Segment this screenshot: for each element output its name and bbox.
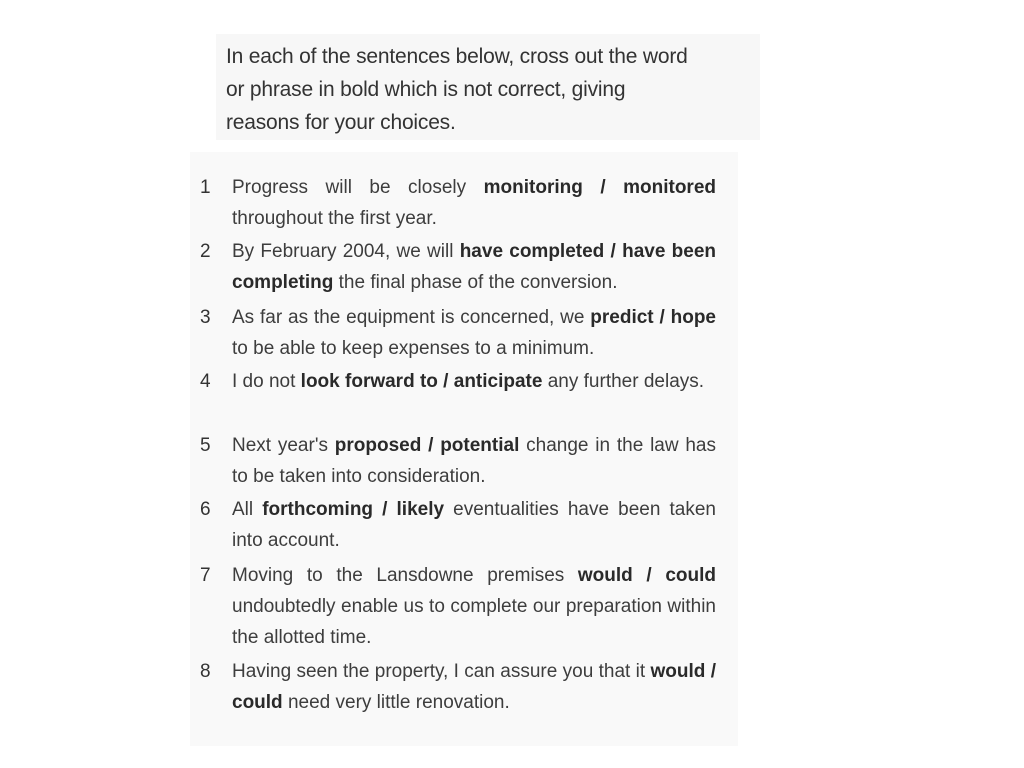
sentence-number: 7 [200, 565, 211, 586]
sentence-after: need very little renovation. [282, 692, 510, 713]
option-separator: / [653, 307, 671, 328]
option-b[interactable]: have been completing [232, 241, 717, 293]
sentence-number: 3 [200, 307, 211, 328]
instructions-line-3: reasons for your choices. [226, 111, 456, 134]
sentence-text [232, 430, 716, 492]
option-separator: / [705, 661, 716, 682]
instructions-line-2: or phrase in bold which is not correct, giving [226, 78, 626, 101]
sentence-before: Having seen the property, I can assure you that it [232, 661, 651, 682]
sentence-before: Progress will be closely [232, 177, 484, 198]
sentence-after: any further delays. [542, 371, 705, 392]
sentence-number: 1 [200, 177, 211, 198]
sentence-after: throughout the first year. [232, 208, 437, 229]
option-separator: / [604, 241, 623, 262]
option-a[interactable]: forthcoming [262, 499, 374, 520]
sentence-text [232, 236, 716, 298]
sentence-after: eventualities have been taken into account. [232, 499, 716, 551]
option-a[interactable]: proposed [334, 435, 422, 456]
option-a[interactable]: would [577, 565, 633, 586]
sentence-text [232, 366, 716, 397]
sentence-before: All [232, 499, 263, 520]
exercise-box [190, 152, 738, 746]
sentence-text [232, 656, 716, 718]
option-b[interactable]: likely [396, 499, 445, 520]
sentence-text [232, 172, 716, 234]
option-separator: / [632, 565, 666, 586]
instructions-box [216, 34, 760, 140]
sentence-number: 6 [200, 499, 211, 520]
option-a[interactable]: have completed [459, 241, 605, 262]
instructions-line-1: In each of the sentences below, cross out the word [226, 45, 688, 68]
sentence-after: change in the law has to be taken into consideration. [232, 435, 717, 487]
option-b[interactable]: potential [440, 435, 520, 456]
sentence-before: Moving to the Lansdowne premises [232, 565, 578, 586]
option-a[interactable]: predict [590, 307, 654, 328]
sentence-number: 4 [200, 371, 211, 392]
option-separator: / [373, 499, 397, 520]
option-b[interactable]: monitored [623, 177, 716, 198]
option-a[interactable]: look forward to [300, 371, 438, 392]
sentence-number: 8 [200, 661, 211, 682]
option-b[interactable]: could [665, 565, 716, 586]
option-b[interactable]: could [232, 692, 283, 713]
sentence-before: As far as the equipment is concerned, we [232, 307, 591, 328]
sentence-after: to be able to keep expenses to a minimum. [232, 338, 595, 359]
option-separator: / [582, 177, 624, 198]
option-separator: / [421, 435, 441, 456]
sentence-text [232, 560, 716, 653]
sentence-text [232, 302, 716, 364]
sentence-before: By February 2004, we will [232, 241, 460, 262]
sentence-before: Next year's [232, 435, 335, 456]
option-a[interactable]: monitoring [483, 177, 583, 198]
option-b[interactable]: anticipate [453, 371, 543, 392]
option-separator: / [437, 371, 454, 392]
option-b[interactable]: hope [670, 307, 716, 328]
sentence-number: 2 [200, 241, 211, 262]
sentence-number: 5 [200, 435, 211, 456]
option-a[interactable]: would [650, 661, 706, 682]
sentence-after: the final phase of the conversion. [333, 272, 618, 293]
sentence-after: undoubtedly enable us to complete our preparation within the allotted time. [232, 596, 716, 648]
sentence-before: I do not [232, 371, 301, 392]
sentence-text [232, 494, 716, 556]
